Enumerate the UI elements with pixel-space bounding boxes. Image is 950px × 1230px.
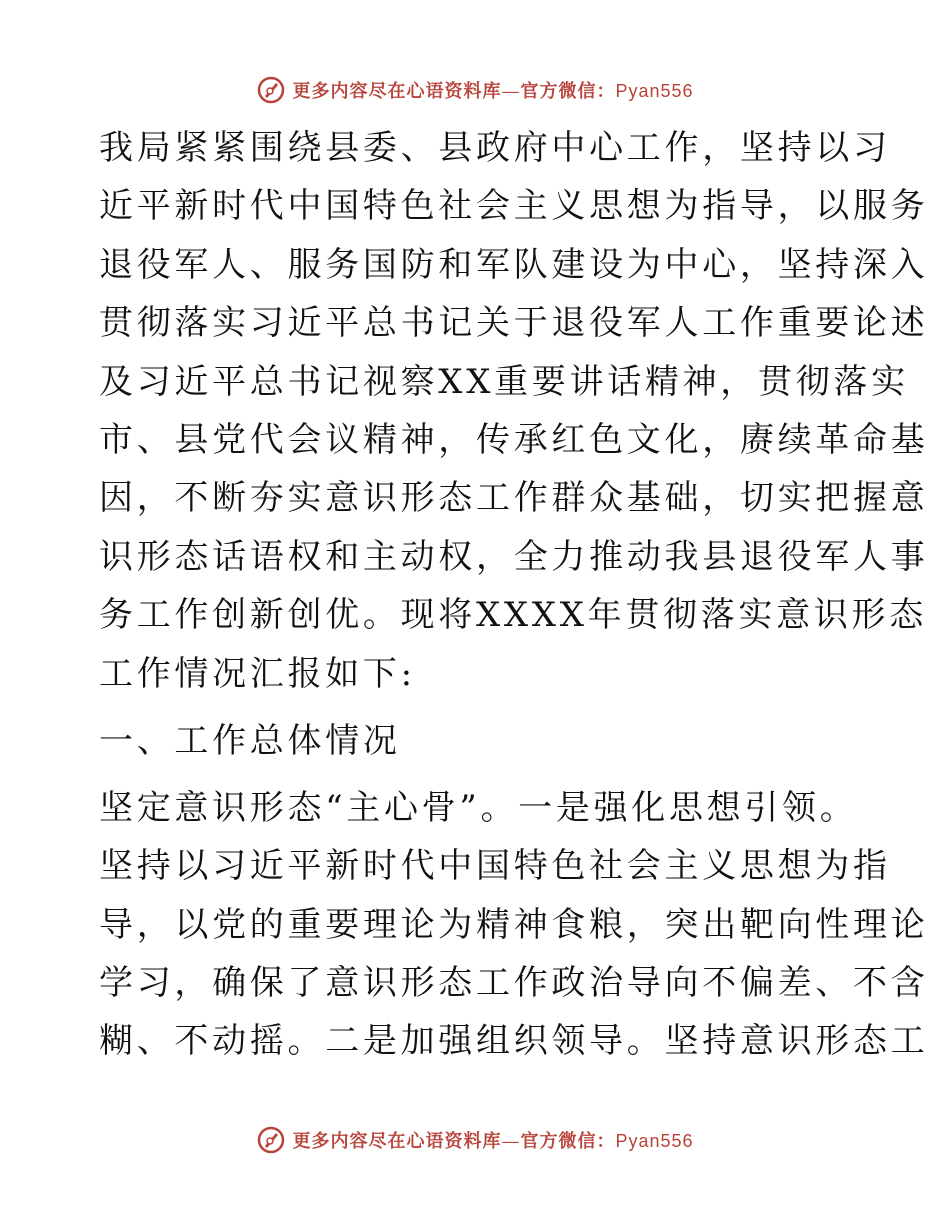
text-line: 学习，确保了意识形态工作政治导向不偏差、不含: [99, 963, 929, 1004]
text-line: 近平新时代中国特色社会主义思想为指导，以服务: [99, 186, 929, 227]
text-line: 识形态话语权和主动权，全力推动我县退役军人事: [99, 536, 929, 577]
watermark-official: 官方微信：: [520, 1131, 616, 1152]
text-line: 工作情况汇报如下:: [99, 653, 416, 694]
text-line: 导，以党的重要理论为精神食粮，突出靶向性理论: [99, 904, 929, 945]
watermark-wechat-id: Pyan556: [615, 1131, 694, 1151]
watermark-wechat-id: Pyan556: [615, 81, 694, 101]
watermark-official: 官方微信：: [520, 81, 616, 102]
text-line: 及习近平总书记视察XX重要讲话精神，贯彻落实: [99, 361, 909, 402]
watermark-text: [292, 77, 693, 103]
text-line: 我局紧紧围绕县委、县政府中心工作，坚持以习: [99, 128, 891, 168]
text-line: 因，不断夯实意识形态工作群众基础，切实把握意: [99, 478, 929, 519]
watermark-separator: —: [501, 1131, 521, 1152]
paragraph-intro: [99, 119, 929, 703]
text-line: 退役军人、服务国防和军队建设为中心，坚持深入: [99, 244, 929, 285]
text-line: 坚持以习近平新时代中国特色社会主义思想为指: [99, 846, 891, 887]
watermark-slogan: 更多内容尽在心语资料库: [292, 1131, 502, 1152]
watermark-text: [292, 1127, 693, 1153]
watermark-slogan: 更多内容尽在心语资料库: [292, 81, 502, 102]
text-line: 市、县党代会议精神，传承红色文化，赓续革命基: [99, 419, 929, 460]
document-body: [99, 119, 929, 1071]
header-watermark: [0, 70, 950, 110]
footer-watermark: [0, 1120, 950, 1160]
text-line: 坚定意识形态“主心骨”。一是强化思想引领。: [99, 787, 858, 828]
quill-logo-icon: [256, 75, 286, 105]
watermark-separator: —: [501, 81, 521, 102]
quill-logo-icon: [256, 1125, 286, 1155]
text-line: 务工作创新创优。现将XXXX年贯彻落实意识形态: [99, 595, 927, 636]
section-heading: 一、工作总体情况: [99, 720, 401, 761]
text-line: 贯彻落实习近平总书记关于退役军人工作重要论述: [99, 303, 929, 344]
paragraph-section-1: [99, 779, 929, 1071]
text-line: 糊、不动摇。二是加强组织领导。坚持意识形态工: [99, 1021, 929, 1062]
